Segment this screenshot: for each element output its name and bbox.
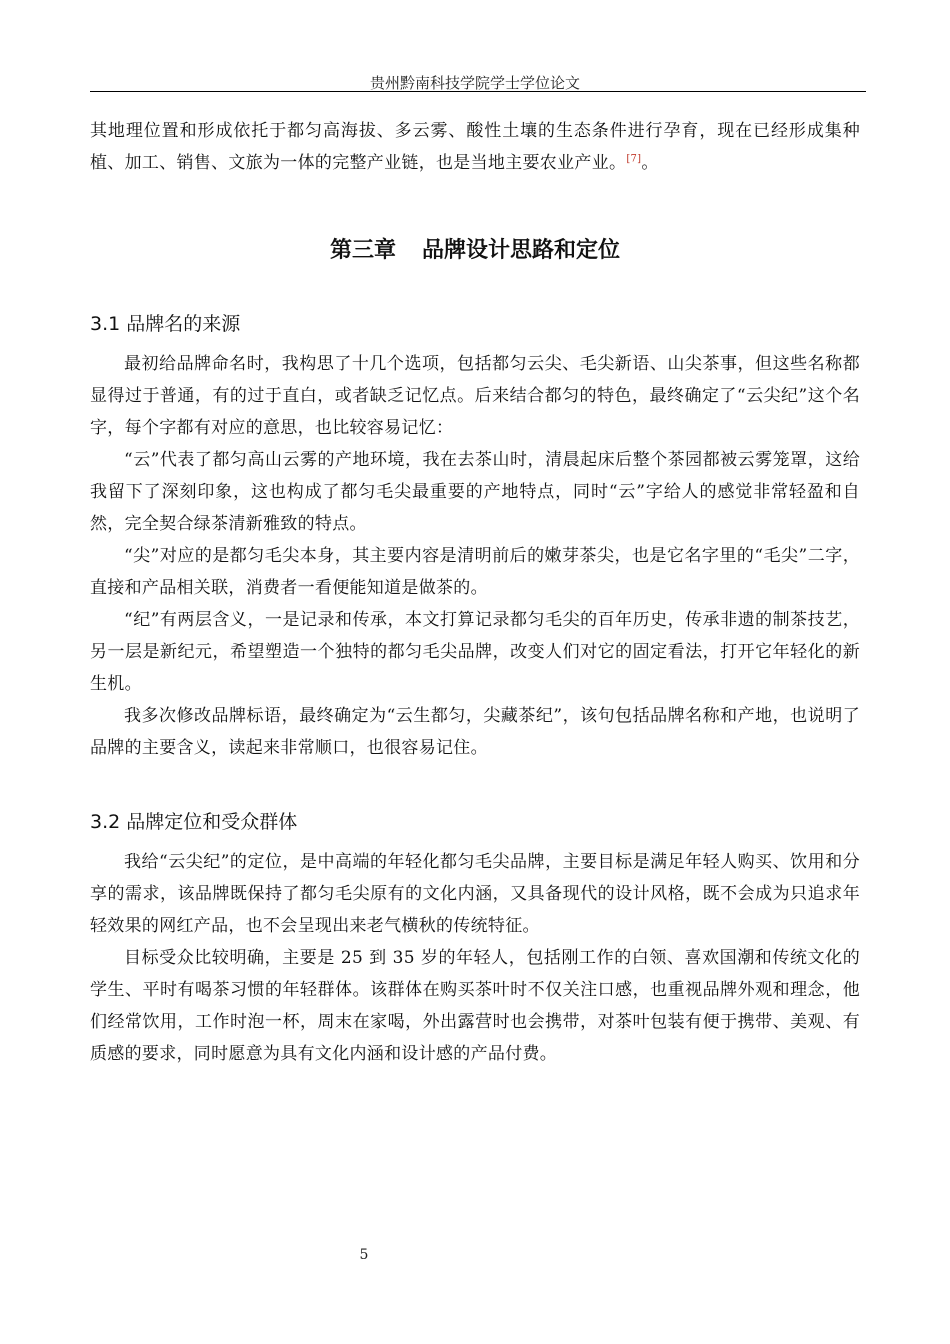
page-content [90,115,860,1070]
running-header: 贵州黔南科技学院学士学位论文 [369,74,580,92]
page-number: 5 [359,1247,369,1263]
paragraph: “尖”对应的是都匀毛尖本身，其主要内容是清明前后的嫩芽茶尖，也是它名字里的“毛尖”二字，直接和产品相关联，消费者一看便能知道是做茶的。 [90,546,860,598]
intro-text: 其地理位置和形成依托于都匀高海拔、多云雾、酸性土壤的生态条件进行孕育，现在已经形成集种植、加工、销售、文旅为一体的完整产业链，也是当地主要农业产业。 [90,121,860,173]
header-rule [90,91,866,92]
paragraph: 最初给品牌命名时，我构思了十几个选项，包括都匀云尖、毛尖新语、山尖茶事，但这些名称都显得过于普通，有的过于直白，或者缺乏记忆点。后来结合都匀的特色，最终确定了“云尖纪”这个名字，每个字都有对应的意思，也比较容易记忆： [90,354,860,438]
section-heading-3-1: 3.1 品牌名的来源 [90,313,241,335]
paragraph: “纪”有两层含义，一是记录和传承，本文打算记录都匀毛尖的百年历史，传承非遗的制茶技艺，另一层是新纪元，希望塑造一个独特的都匀毛尖品牌，改变人们对它的固定看法，打开它年轻化的新生机。 [90,610,860,694]
chapter-heading [90,236,860,266]
intro-end: 。 [641,153,659,173]
section-heading-3-2: 3.2 品牌定位和受众群体 [90,811,298,833]
paragraph: 我给“云尖纪”的定位，是中高端的年轻化都匀毛尖品牌，主要目标是满足年轻人购买、饮用和分享的需求，该品牌既保持了都匀毛尖原有的文化内涵，又具备现代的设计风格，既不会成为只追求年轻效果的网红产品，也不会呈现出来老气横秋的传统特征。 [90,852,860,936]
chapter-title: 品牌设计思路和定位 [422,238,621,263]
chapter-number: 第三章 [329,238,396,263]
paragraph: “云”代表了都匀高山云雾的产地环境，我在去茶山时，清晨起床后整个茶园都被云雾笼罩，这给我留下了深刻印象，这也构成了都匀毛尖最重要的产地特点，同时“云”字给人的感觉非常轻盈和自然，完全契合绿茶清新雅致的特点。 [90,450,860,534]
citation-ref[interactable]: [7] [626,153,642,165]
paragraph: 目标受众比较明确，主要是 25 到 35 岁的年轻人，包括刚工作的白领、喜欢国潮和传统文化的学生、平时有喝茶习惯的年轻群体。该群体在购买茶叶时不仅关注口感，也重视品牌外观和理念，他们经常饮用，工作时泡一杯，周末在家喝，外出露营时也会携带，对茶叶包装有便于携带、美观、有质感的要求，同时愿意为具有文化内涵和设计感的产品付费。 [90,948,860,1064]
paragraph: 我多次修改品牌标语，最终确定为“云生都匀，尖藏茶纪”，该句包括品牌名称和产地，也说明了品牌的主要含义，读起来非常顺口，也很容易记住。 [90,706,860,758]
intro-paragraph [90,115,860,179]
